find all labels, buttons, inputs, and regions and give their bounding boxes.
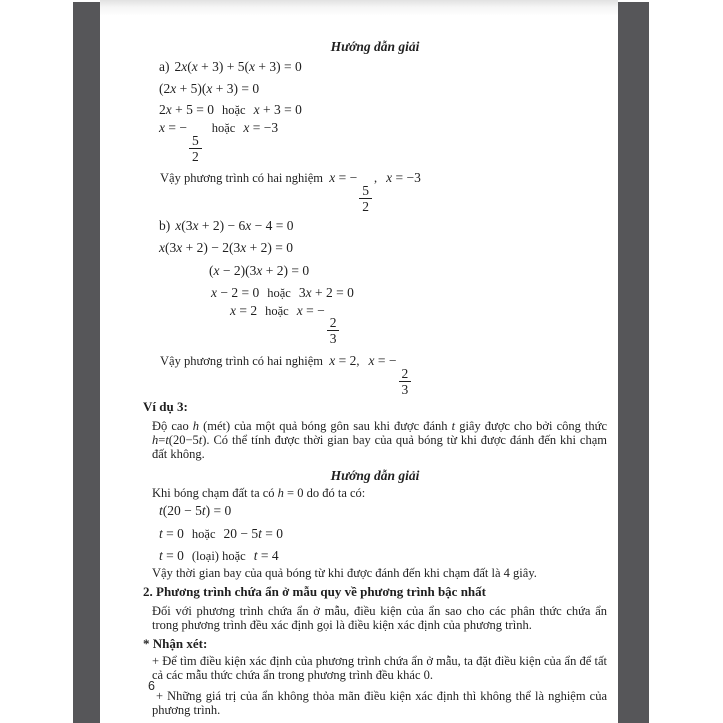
- math-expression: x = −: [329, 169, 358, 185]
- math-expression: (x − 2)(3x + 2) = 0: [209, 262, 310, 278]
- equation-a1: [159, 59, 607, 75]
- math-expression: t(20 − 5t) = 0: [159, 503, 232, 519]
- math-expression: (2x + 5)(x + 3) = 0: [159, 81, 260, 96]
- book-edge-right: [618, 2, 649, 723]
- math-expression: x = −3: [243, 120, 279, 135]
- math-expression: 2x(x + 3) + 5(x + 3) = 0: [174, 59, 302, 74]
- fraction: [327, 316, 340, 345]
- math-expression: 20 − 5t = 0: [223, 526, 284, 542]
- fraction: [399, 367, 412, 396]
- equation-a2: [159, 81, 607, 97]
- conclusion-a: [160, 170, 607, 213]
- fraction-denominator: 2: [362, 198, 369, 214]
- example3-heading: Ví dụ 3:: [143, 399, 188, 415]
- item-label-b: b): [159, 217, 171, 233]
- or-word: hoặc: [211, 121, 236, 135]
- comma: ,: [356, 354, 360, 369]
- math-expression: x = −: [159, 120, 187, 135]
- fraction-numerator: 5: [359, 184, 372, 199]
- fraction: [189, 134, 202, 163]
- math-expression: x − 2 = 0: [211, 284, 260, 300]
- math-expression: t = 4: [253, 548, 279, 564]
- section2-heading: 2. Phương trình chứa ẩn ở mẫu quy về phương trình bậc nhất: [143, 584, 486, 600]
- equation-a4: [159, 120, 607, 163]
- math-expression: x = −3: [386, 169, 421, 185]
- note-heading: * Nhận xét:: [143, 635, 208, 651]
- solution-heading-1: Hướng dẫn giải: [330, 39, 420, 54]
- equation-b3: [209, 263, 607, 279]
- or-word: hoặc: [265, 303, 289, 318]
- math-expression: t = 0: [159, 548, 184, 564]
- or-word: hoặc: [267, 285, 291, 300]
- text-segment: (mét) của một quả bóng gôn sau khi được đánh: [199, 419, 452, 434]
- equation-t1: [159, 503, 607, 519]
- note-item-2: + Những giá trị của ẩn không thỏa mãn điều kiện xác định thì không thể là nghiệm của phương trình.: [152, 689, 607, 718]
- math-expression: x(3x + 2) − 2(3x + 2) = 0: [159, 239, 293, 255]
- item-label-a: a): [159, 59, 170, 74]
- example3-text: [152, 420, 607, 461]
- solution3-conclusion: Vậy thời gian bay của quả bóng từ khi được đánh đến khi chạm đất là 4 giây.: [152, 566, 537, 581]
- fraction-numerator: 5: [189, 134, 202, 149]
- equation-t2: [159, 526, 607, 542]
- equation-b4: [211, 285, 607, 301]
- fraction-denominator: 3: [329, 331, 337, 347]
- equation-b1: [159, 218, 607, 234]
- fraction-numerator: 2: [399, 367, 412, 382]
- math-variable-t: t: [451, 419, 456, 434]
- math-expression: x = 2: [329, 353, 357, 369]
- page-content: [143, 0, 607, 718]
- text-segment: giây được cho bởi công thức: [455, 419, 608, 434]
- page-number: 6: [148, 679, 155, 693]
- fraction-denominator: 3: [401, 382, 409, 398]
- or-word: hoặc: [191, 527, 216, 542]
- or-word: hoặc: [221, 103, 246, 117]
- math-expression: x(3x + 2) − 6x − 4 = 0: [175, 217, 294, 233]
- fraction-denominator: 2: [191, 148, 199, 164]
- text-segment: do đó ta có:: [303, 485, 366, 500]
- section2-paragraph: Đối với phương trình chứa ẩn ở mẫu, điều kiện của ẩn sao cho các phân thức chứa ẩn trong phương trình đều xác định gọi là điều kiện xác định của phương trình.: [152, 604, 607, 633]
- text-segment: Khi bóng chạm đất ta có: [152, 485, 278, 500]
- textbook-page: [100, 0, 618, 723]
- solution-heading-2: Hướng dẫn giải: [330, 467, 420, 483]
- math-expression: x = −: [296, 302, 325, 318]
- note-item-1: + Để tìm điều kiện xác định của phương trình chứa ẩn ở mẫu, ta đặt điều kiện của ẩn để tất cả các mẫu thức chứa ẩn trong phương trình đều khác 0.: [152, 653, 607, 682]
- fraction-numerator: 2: [327, 316, 340, 331]
- math-expression: 3x + 2 = 0: [298, 284, 354, 300]
- math-expression: x + 3 = 0: [253, 102, 302, 117]
- equation-b2: [159, 240, 607, 256]
- math-variable-h: h: [192, 419, 200, 434]
- math-formula: h=t(20−5t): [152, 433, 207, 448]
- math-expression: 2x + 5 = 0: [159, 102, 214, 117]
- comma: ,: [374, 170, 378, 185]
- equation-t3: [159, 548, 607, 564]
- math-expression: t = 0: [159, 526, 184, 542]
- conclusion-text: Vậy phương trình có hai nghiệm: [160, 354, 324, 369]
- conclusion-b: [160, 353, 607, 396]
- fraction: [359, 184, 372, 213]
- rejected-or-word: (loại) hoặc: [191, 549, 246, 564]
- equation-a3: [159, 102, 607, 118]
- math-expression: x = 2: [230, 302, 258, 318]
- text-segment: Độ cao: [152, 419, 193, 434]
- math-expression: x = −: [368, 353, 397, 369]
- math-expression: h = 0: [277, 485, 304, 500]
- book-edge-left: [73, 2, 100, 723]
- equation-b5: [230, 303, 607, 346]
- conclusion-text: Vậy phương trình có hai nghiệm: [160, 170, 324, 185]
- solution3-intro: [152, 487, 607, 501]
- text-segment: . Có thể tính được thời gian bay của quả bóng từ khi được đánh đến khi chạm đất không.: [152, 433, 607, 461]
